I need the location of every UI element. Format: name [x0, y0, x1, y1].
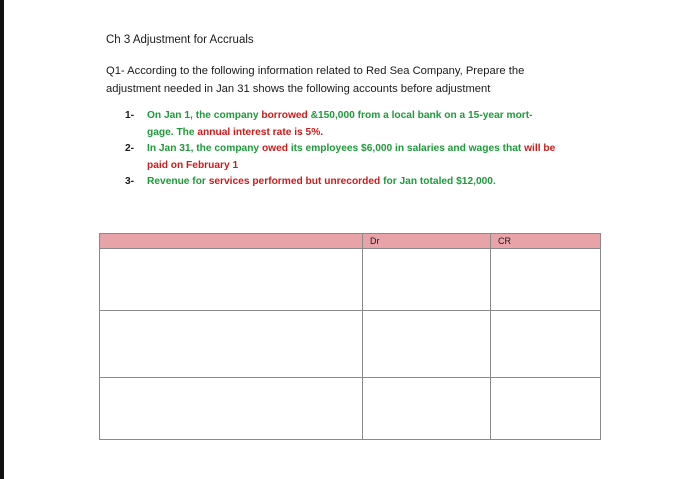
list-item — [125, 108, 595, 141]
table-cell[interactable] — [363, 378, 491, 440]
list-item-text: In Jan 31, the company — [147, 143, 262, 154]
list-item-highlight: annual interest rate is 5%. — [197, 126, 324, 138]
table-cell[interactable] — [491, 378, 601, 440]
table-cell[interactable] — [100, 378, 363, 440]
list-item-text: gage. The — [147, 126, 198, 138]
table-cell[interactable] — [363, 311, 491, 378]
list-item-text: On Jan 1, the company — [147, 110, 262, 121]
list-item — [125, 174, 595, 191]
table-row — [100, 311, 601, 378]
list-item-highlight: paid on February 1 — [147, 159, 239, 171]
list-item-number: 2- — [125, 143, 135, 154]
table-row — [100, 249, 601, 311]
table-cell[interactable] — [491, 311, 601, 378]
journal-entry-table — [99, 233, 601, 440]
list-item-number: 3- — [125, 176, 135, 187]
list-item — [125, 141, 595, 174]
header-cell-account — [100, 234, 363, 249]
list-item-text: its employees $6,000 in salaries and wages that — [290, 143, 525, 154]
table-row — [100, 378, 601, 440]
list-item-text: for Jan totaled $12,000. — [383, 176, 496, 187]
table-cell[interactable] — [100, 311, 363, 378]
list-item-text: Revenue for — [147, 176, 209, 187]
table-header-row — [100, 234, 601, 249]
list-item-highlight: services performed but unrecorded — [208, 176, 384, 187]
numbered-list — [125, 108, 595, 191]
window-edge — [0, 0, 4, 479]
table-cell[interactable] — [363, 249, 491, 311]
table-cell[interactable] — [491, 249, 601, 311]
list-item-text: &150,000 from a local bank on a 15-year mort- — [310, 110, 533, 121]
list-item-number: 1- — [125, 110, 135, 121]
page-title: Ch 3 Adjustment for Accruals — [106, 34, 254, 46]
question-text — [106, 62, 576, 98]
header-cell-cr: CR — [491, 234, 601, 249]
question-line-2: adjustment needed in Jan 31 shows the following accounts before adjustment — [106, 83, 491, 95]
header-cell-dr: Dr — [363, 234, 491, 249]
list-item-highlight: owed — [261, 143, 291, 154]
list-item-highlight: will be — [524, 143, 556, 154]
question-line-1: Q1- According to the following information related to Red Sea Company, Prepare the — [106, 65, 525, 77]
list-item-highlight: borrowed — [261, 110, 311, 121]
table-cell[interactable] — [100, 249, 363, 311]
